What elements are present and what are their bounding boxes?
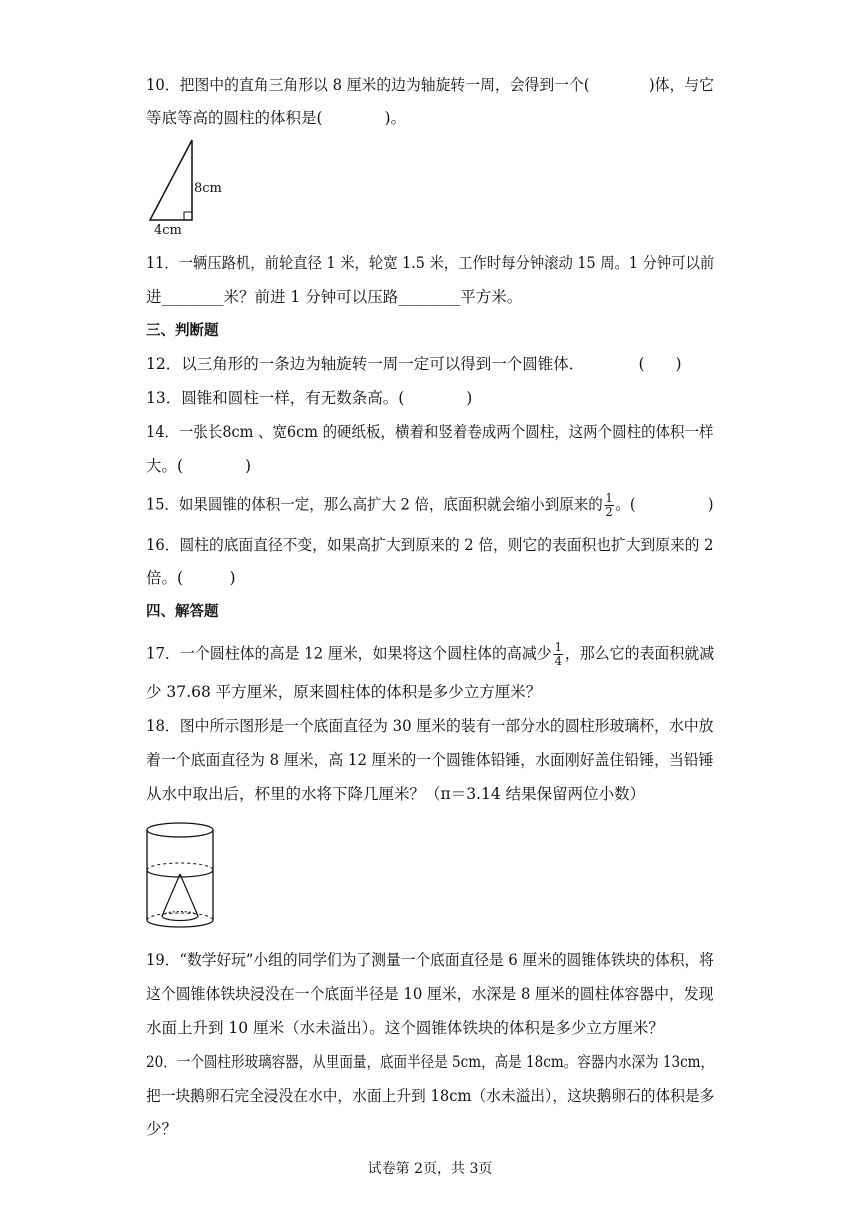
right-triangle-figure (142, 136, 232, 236)
q12: 12．以三角形的一条边为轴旋转一周一定可以得到一个圆锥体． ( ) (146, 355, 682, 373)
q19-line3: 水面上升到 10 厘米（水未溢出）。这个圆锥体铁块的体积是多少立方厘米？ (146, 1019, 664, 1037)
q17-line2: 少 37.68 平方厘米，原来圆柱体的体积是多少立方厘米？ (146, 683, 542, 701)
q17-fraction: $\frac{1}{4}$ (554, 640, 562, 668)
q17-text-before: 17．一个圆柱体的高是 12 厘米，如果将这个圆柱体的高减少 (146, 644, 552, 663)
q20-line1: 20．一个圆柱形玻璃容器，从里面量，底面半径是 5cm，高是 18cm。容器内水深为 13cm， (146, 1053, 715, 1071)
q18-line3: 从水中取出后，杯里的水将下降几厘米？（π＝3.14 结果保留两位小数） (146, 785, 646, 803)
q13: 13．圆锥和圆柱一样，有无数条高。( ) (146, 389, 473, 407)
q15 (146, 492, 714, 519)
q20-line2: 把一块鹅卵石完全浸没在水中，水面上升到 18cm（水未溢出），这块鹅卵石的体积是多 (146, 1087, 715, 1105)
q18-line2: 着一个底面直径为 8 厘米，高 12 厘米的一个圆锥体铅锤，水面刚好盖住铅锤，当铅锤 (146, 751, 714, 769)
q18-line1: 18．图中所示图形是一个底面直径为 30 厘米的装有一部分水的圆柱形玻璃杯，水中放 (146, 717, 714, 735)
q14-line2: 大。( ) (146, 457, 252, 475)
q15-fraction: $\frac{1}{2}$ (605, 491, 613, 519)
q20-line3: 少？ (146, 1120, 178, 1138)
q17-text-after: ，那么它的表面积就减 (564, 644, 715, 663)
q15-text-before: 15．如果圆锥的体积一定，那么高扩大 2 倍，底面积就会缩小到原来的 (146, 495, 603, 514)
q11-line2: 进________米？前进 1 分钟可以压路________平方米。 (146, 288, 523, 306)
q11-line1: 11．一辆压路机，前轮直径 1 米，轮宽 1.5 米，工作时每分钟滚动 15 周。1 分钟可以前 (146, 254, 715, 272)
q17-line1 (146, 641, 714, 668)
q15-text-after: 。( ) (615, 495, 714, 514)
q14-line1: 14．一张长8cm 、宽6cm 的硬纸板，横着和竖着卷成两个圆柱，这两个圆柱的体积一样 (146, 423, 714, 441)
q19-line1: 19．“数学好玩”小组的同学们为了测量一个底面直径是 6 厘米的圆锥体铁块的体积，将 (146, 951, 714, 969)
triangle-base-label: 4cm (154, 223, 182, 236)
q19-line2: 这个圆锥体铁块浸没在一个底面半径是 10 厘米，水深是 8 厘米的圆柱体容器中，发现 (146, 985, 714, 1003)
section-4-title: 四、解答题 (146, 604, 219, 620)
q16-line1: 16．圆柱的底面直径不变，如果高扩大到原来的 2 倍，则它的表面积也扩大到原来的 2 (146, 536, 714, 554)
section-3-title: 三、判断题 (146, 323, 219, 339)
triangle-height-label: 8cm (194, 181, 222, 196)
q10-line2: 等底等高的圆柱的体积是( )。 (146, 109, 407, 127)
q16-line2: 倍。( ) (146, 569, 236, 587)
cylinder-cone-figure (142, 818, 222, 936)
page-footer: 试卷第 2页，共 3页 (367, 1161, 493, 1177)
q10-line1: 10．把图中的直角三角形以 8 厘米的边为轴旋转一周，会得到一个( )体，与它 (146, 76, 714, 94)
